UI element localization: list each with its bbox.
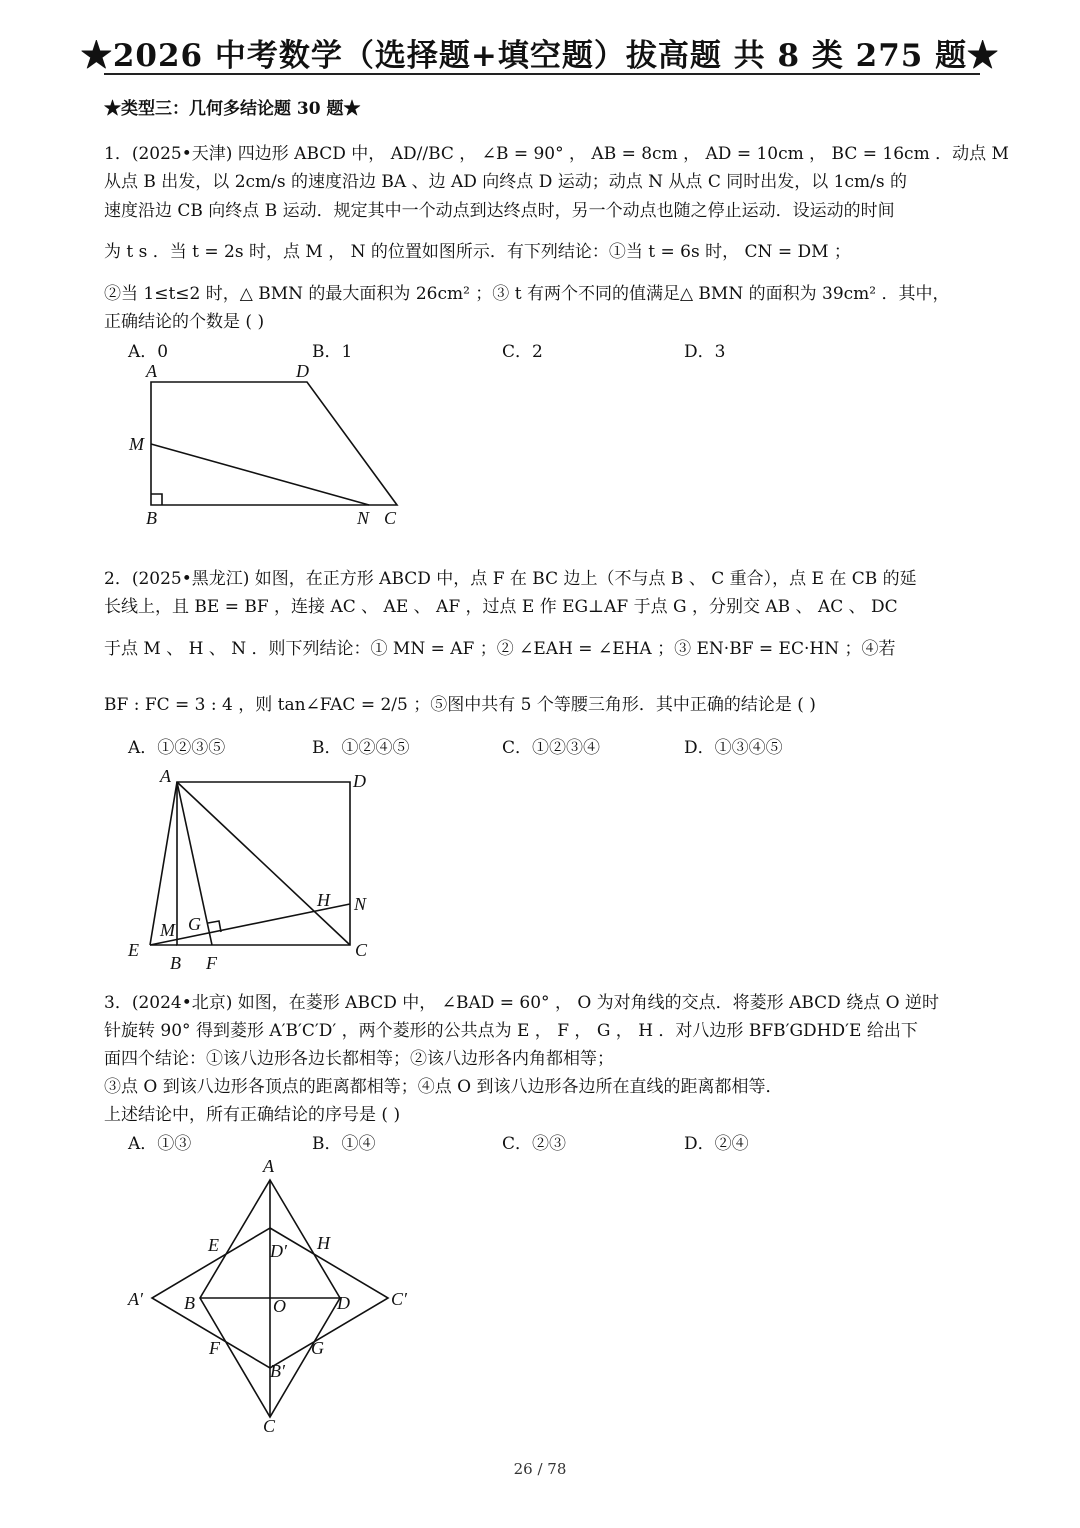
- label-e: E: [128, 940, 139, 960]
- q3-option-c: C．②③: [502, 1134, 567, 1154]
- label-h: H: [317, 1233, 330, 1253]
- q3-option-a: A．①③: [128, 1134, 192, 1154]
- label-ap: A′: [128, 1289, 143, 1309]
- q1-line-2: 从点 B 出发，以 2cm/s 的速度沿边 BA 、边 AD 向终点 D 运动；动点 N 从点 C 同时出发，以 1cm/s 的: [104, 172, 907, 192]
- label-c: C: [263, 1416, 276, 1436]
- q3-line-4: ③点 O 到该八边形各顶点的距离都相等；④点 O 到该八边形各边所在直线的距离都相等．: [104, 1077, 783, 1097]
- q3-line-2: 针旋转 90° 得到菱形 A′B′C′D′ ，两个菱形的公共点为 E ， F ， G ， H ．对八边形 BFB′GDHD′E 给出下: [104, 1021, 918, 1041]
- page-title: ★2026 中考数学（选择题+填空题）拔高题 共 8 类 275 题★: [80, 38, 1000, 74]
- q1-line-6: 正确结论的个数是 ( ): [104, 312, 265, 332]
- label-g: G: [188, 914, 201, 934]
- label-c: C: [355, 940, 368, 960]
- trapezoid-abcd: [151, 382, 397, 505]
- q1-option-b: B．1: [312, 342, 353, 362]
- q3-line-1: 3．(2024•北京) 如图，在菱形 ABCD 中， ∠BAD = 60° ， O 为对角线的交点．将菱形 ABCD 绕点 O 逆时: [104, 993, 939, 1013]
- q1-option-d: D．3: [684, 342, 726, 362]
- q1-option-c: C．2: [502, 342, 543, 362]
- q3-option-d: D．②④: [684, 1134, 749, 1154]
- q2-square-figure: [120, 760, 390, 975]
- q2-line-1: 2．(2025•黑龙江) 如图，在正方形 ABCD 中，点 F 在 BC 边上（不与点 B 、 C 重合），点 E 在 CB 的延: [104, 569, 917, 589]
- right-angle-marker: [151, 494, 162, 505]
- label-a: A: [146, 361, 157, 381]
- q3-line-3: 面四个结论：①该八边形各边长都相等；②该八边形各内角都相等；: [104, 1049, 614, 1069]
- q2-option-a: A．①②③⑤: [128, 738, 226, 758]
- label-n: N: [357, 508, 370, 528]
- q1-line-1: 1．(2025•天津) 四边形 ABCD 中， AD//BC ， ∠B = 90° ， AB = 8cm ， AD = 10cm ， BC = 16cm ．动点 M: [104, 144, 1009, 164]
- label-f: F: [206, 953, 217, 973]
- q1-line-4: 为 t s ．当 t = 2s 时，点 M ， N 的位置如图所示．有下列结论：①当 t = 6s 时， CN = DM ；: [104, 242, 851, 262]
- label-b: B: [170, 953, 181, 973]
- q2-option-b: B．①②④⑤: [312, 738, 410, 758]
- q2-line-4: BF : FC = 3 : 4 ，则 tan∠FAC = 2/5 ；⑤图中共有 5 个等腰三角形．其中正确的结论是 ( ): [104, 695, 816, 715]
- q3-rhombus-figure: [120, 1152, 430, 1440]
- label-f: F: [209, 1338, 220, 1358]
- label-g: G: [311, 1338, 324, 1358]
- label-d: D: [353, 771, 366, 791]
- q1-line-3: 速度沿边 CB 向终点 B 运动．规定其中一个动点到达终点时，另一个动点也随之停止运动．设运动的时间: [104, 201, 895, 221]
- page-number: 26 / 78: [513, 1460, 567, 1478]
- q2-option-d: D．①③④⑤: [684, 738, 783, 758]
- label-a: A: [160, 766, 171, 786]
- label-e: E: [208, 1235, 219, 1255]
- q2-line-3: 于点 M 、 H 、 N ．则下列结论：① MN = AF ；② ∠EAH = ∠EHA ；③ EN·BF = EC·HN ；④若: [104, 639, 896, 659]
- segment-ac: [177, 782, 350, 945]
- q3-option-b: B．①④: [312, 1134, 376, 1154]
- label-n: N: [354, 894, 367, 914]
- label-m: M: [129, 434, 144, 454]
- section-title: ★类型三：几何多结论题 30 题★: [104, 99, 361, 119]
- label-d: D: [337, 1293, 350, 1313]
- q2-line-2: 长线上，且 BE = BF ，连接 AC 、 AE 、 AF ，过点 E 作 EG⊥AF 于点 G ，分别交 AB 、 AC 、 DC: [104, 597, 898, 617]
- label-cp: C′: [391, 1289, 407, 1309]
- label-dp: D′: [270, 1241, 287, 1261]
- label-b: B: [184, 1293, 195, 1313]
- label-m: M: [160, 920, 175, 940]
- label-h: H: [317, 890, 330, 910]
- q1-line-5: ②当 1≤t≤2 时，△ BMN 的最大面积为 26cm² ；③ t 有两个不同的值满足△ BMN 的面积为 39cm² ．其中，: [104, 284, 950, 304]
- q2-option-c: C．①②③④: [502, 738, 601, 758]
- segment-mn: [151, 444, 369, 505]
- label-bp: B′: [270, 1361, 285, 1381]
- q1-option-a: A．0: [128, 342, 169, 362]
- q1-trapezoid-figure: [120, 358, 420, 533]
- label-d: D: [296, 361, 309, 381]
- label-c: C: [384, 508, 397, 528]
- title-rule: [104, 73, 980, 75]
- label-b: B: [146, 508, 157, 528]
- label-a: A: [263, 1156, 274, 1176]
- q3-line-5: 上述结论中，所有正确结论的序号是 ( ): [104, 1105, 401, 1125]
- label-o: O: [273, 1296, 286, 1316]
- segment-en: [150, 904, 350, 945]
